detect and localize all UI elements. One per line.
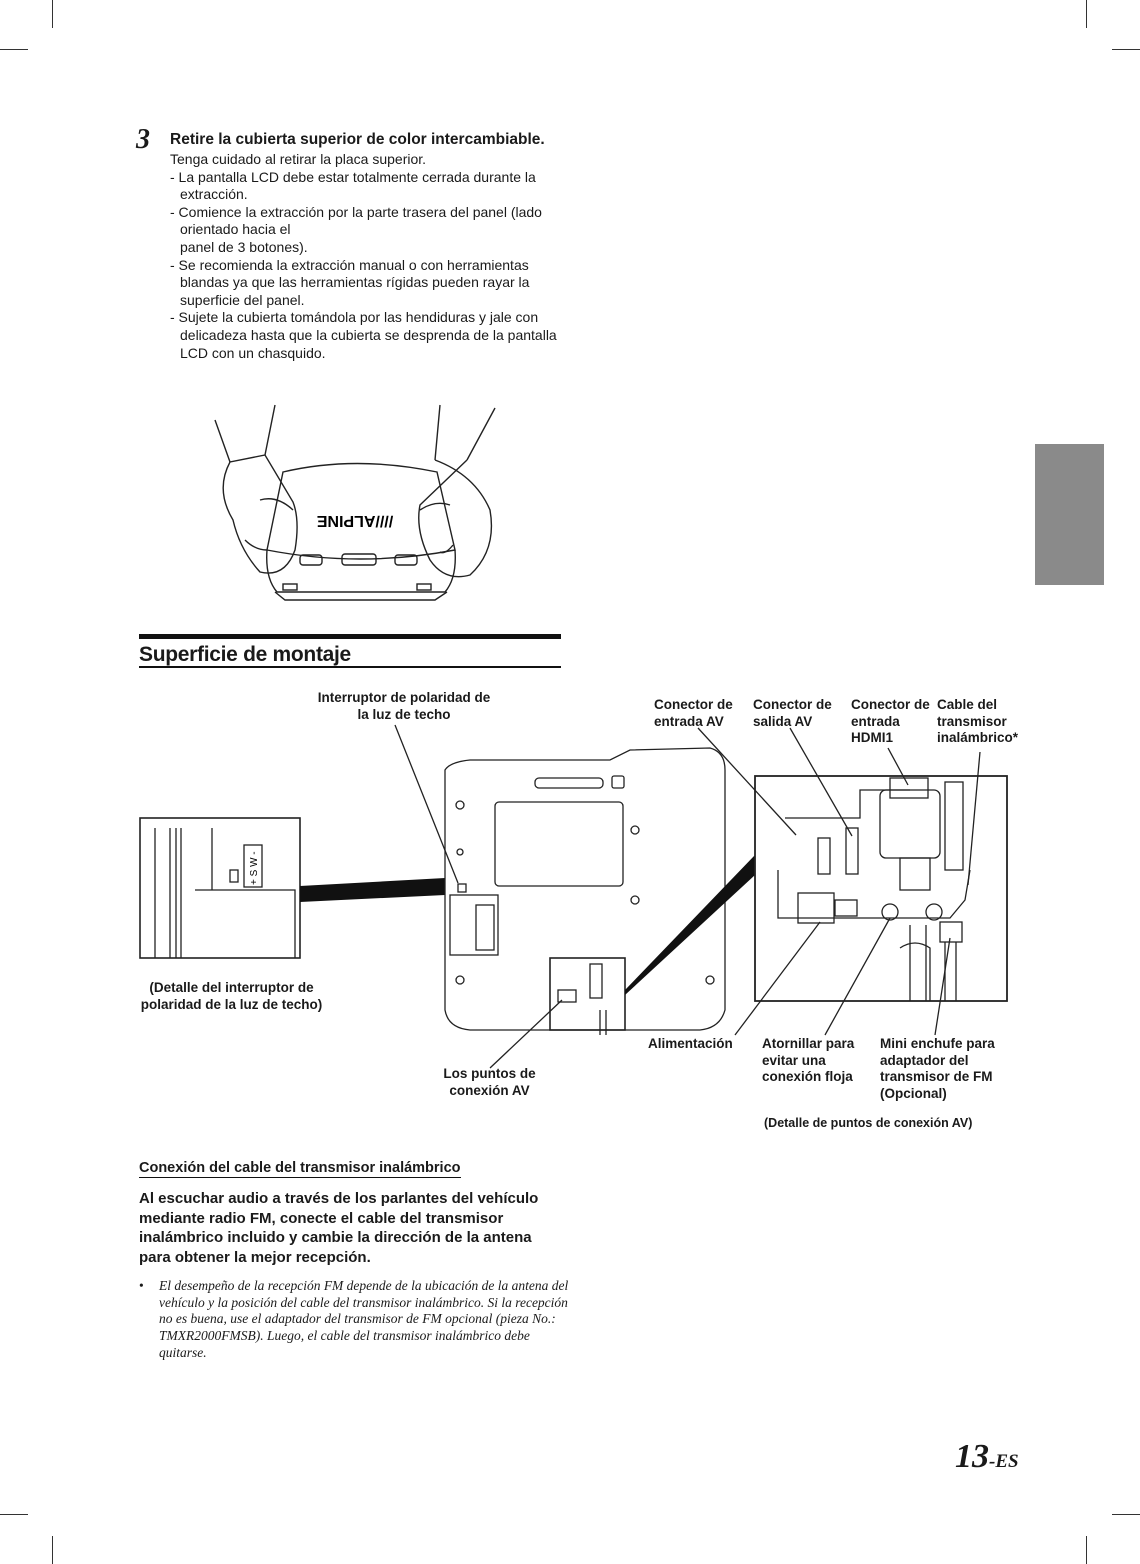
- crop-mark: [0, 49, 28, 50]
- label-av-points: Los puntos de conexión AV: [443, 1066, 536, 1098]
- step-bullet: - Sujete la cubierta tomándola por las hendiduras y jale con delicadeza hasta que la cubierta se desprenda de la pantalla LCD con un chasquido.: [170, 309, 557, 361]
- switch-marking: + S W -: [249, 851, 260, 885]
- wireless-lead-text: Al escuchar audio a través de los parlantes del vehículo mediante radio FM, conecte el cable del transmisor inalámbrico incluido y cambie la dirección de la antena para obtener la mejor recepción.: [139, 1190, 539, 1266]
- crop-mark: [1112, 1514, 1140, 1515]
- step-body: [170, 151, 565, 362]
- label-power: Alimentación: [648, 1036, 733, 1051]
- step-bullet: - La pantalla LCD debe estar totalmente cerrada durante la extracción.: [170, 168, 536, 203]
- label-hdmi-input: Conector de entrada HDMI1: [851, 697, 930, 745]
- step-title: Retire la cubierta superior de color intercambiable.: [170, 131, 545, 148]
- crop-mark: [1086, 1536, 1087, 1564]
- note-bullet: •: [139, 1278, 144, 1293]
- page-number-value: 13: [955, 1438, 989, 1475]
- side-tab: [1035, 444, 1104, 585]
- label-wireless-cable: Cable del transmisor inalámbrico*: [937, 697, 1019, 745]
- cover-removal-illustration: [205, 400, 515, 615]
- step-bullet: panel de 3 botones).: [180, 238, 308, 255]
- crop-mark: [52, 1536, 53, 1564]
- step-intro: Tenga cuidado al retirar la placa superior.: [170, 151, 427, 167]
- label-polarity-detail: (Detalle del interruptor de polaridad de la luz de techo): [140, 980, 323, 1012]
- crop-mark: [0, 1514, 28, 1515]
- page-number: [955, 1438, 1019, 1476]
- brand-logo: ////ALPINE: [316, 512, 394, 529]
- crop-mark: [52, 0, 53, 28]
- label-av-input: Conector de entrada AV: [654, 697, 733, 729]
- step-number: 3: [136, 124, 150, 155]
- section-title: Superficie de montaje: [139, 634, 561, 668]
- crop-mark: [1086, 0, 1087, 28]
- wireless-note: [139, 1278, 569, 1362]
- step-bullet: - Se recomienda la extracción manual o con herramientas blandas ya que las herramientas rígidas pueden rayar la superficie del panel.: [170, 256, 530, 308]
- crop-mark: [1112, 49, 1140, 50]
- page-language-suffix: -ES: [989, 1451, 1019, 1472]
- label-polarity-switch: Interruptor de polaridad de la luz de techo: [317, 690, 491, 722]
- label-mini-plug: Mini enchufe para adaptador del transmisor de FM (Opcional): [880, 1036, 995, 1101]
- step-bullet: - Comience la extracción por la parte trasera del panel (lado orientado hacia el: [170, 203, 542, 238]
- note-text: El desempeño de la recepción FM depende de la ubicación de la antena del vehículo y la posición del cable del transmisor inalámbrico. Si la recepción no es buena, use el adaptador del transmisor de FM opcional (pieza No.: TMXR2000FMSB). Luego, el cable del transmisor inalámbrico debe quitarse.: [159, 1278, 569, 1360]
- label-av-output: Conector de salida AV: [753, 697, 832, 729]
- wireless-section-title: Conexión del cable del transmisor inalámbrico: [139, 1160, 461, 1176]
- label-av-detail: (Detalle de puntos de conexión AV): [764, 1116, 973, 1130]
- step-bullet-list: [170, 169, 565, 363]
- label-screw: Atornillar para evitar una conexión floja: [762, 1036, 855, 1084]
